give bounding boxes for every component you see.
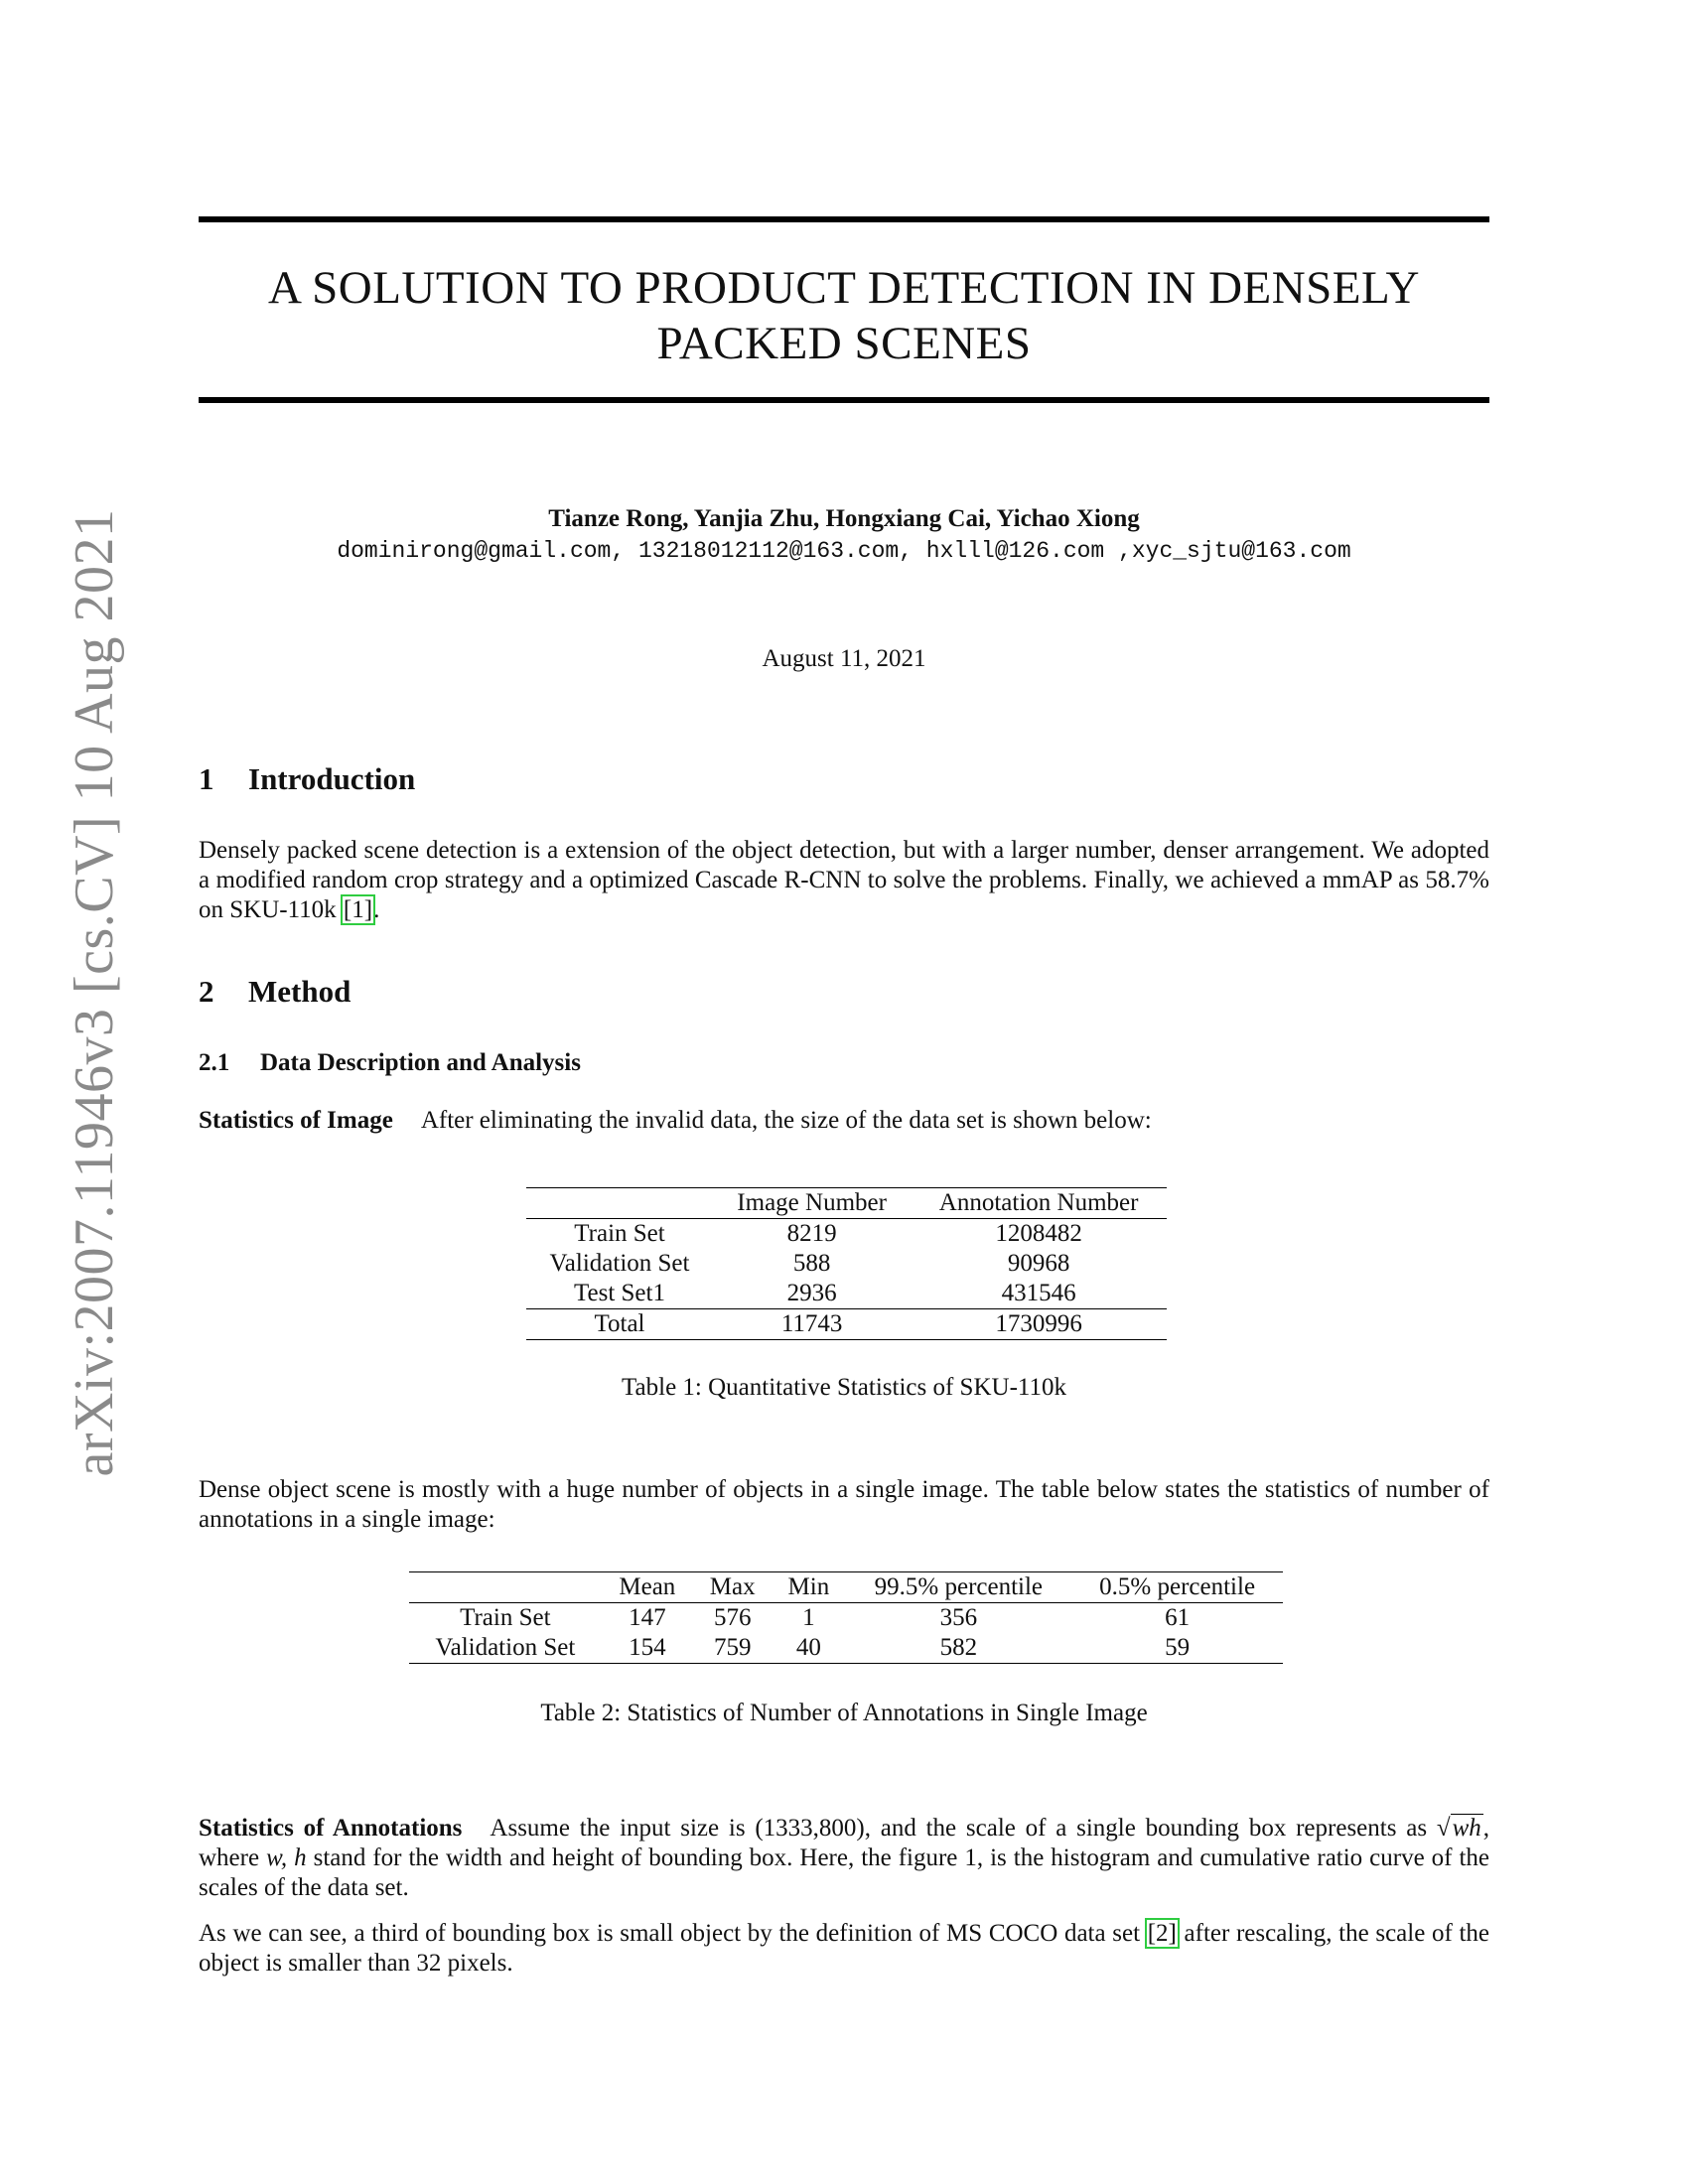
table-cell: 576 xyxy=(713,1604,752,1631)
table-1 xyxy=(526,1187,1167,1340)
section-number: 2 xyxy=(199,974,214,1009)
paragraph-text: As we can see, a third of bounding box is small object by the definition of MS COCO data set xyxy=(199,1920,1147,1947)
title-line-1: A SOLUTION TO PRODUCT DETECTION IN DENSELY xyxy=(268,262,1420,314)
table-header-cell xyxy=(526,1188,713,1219)
subsection-data-description xyxy=(199,1049,581,1077)
table-cell: Train Set xyxy=(460,1604,551,1631)
paragraph-heading: Statistics of Annotations xyxy=(199,1815,463,1842)
table-cell: 1208482 xyxy=(995,1220,1082,1247)
table-header-cell: 99.5% percentile xyxy=(874,1573,1044,1600)
dense-scene-paragraph: Dense object scene is mostly with a huge number of objects in a single image. The table below states the statistics of number of annotations in a single image: xyxy=(199,1476,1489,1533)
math-variables: w, h xyxy=(266,1844,307,1871)
section-number: 1 xyxy=(199,761,214,796)
table-cell: 61 xyxy=(1165,1604,1191,1631)
table-row xyxy=(526,1219,1167,1250)
section-title: Introduction xyxy=(248,761,416,796)
table-cell: 588 xyxy=(792,1250,831,1277)
section-method xyxy=(199,974,351,1010)
table-header-row xyxy=(409,1572,1283,1603)
table-total-row xyxy=(526,1309,1167,1340)
subsection-title: Data Description and Analysis xyxy=(260,1049,581,1076)
table-cell: 90968 xyxy=(1007,1250,1070,1277)
table-header-cell: Mean xyxy=(619,1573,676,1600)
table-header-cell: Image Number xyxy=(737,1189,887,1216)
paper-title xyxy=(199,260,1489,371)
table-cell: Validation Set xyxy=(435,1634,576,1661)
paragraph-text: after rescaling, the scale of the object is smaller than 32 pixels. xyxy=(199,1920,1490,1977)
table-cell: Train Set xyxy=(574,1220,665,1247)
table-header-cell: Annotation Number xyxy=(938,1189,1139,1216)
table-cell: 59 xyxy=(1165,1634,1191,1661)
table-row xyxy=(526,1249,1167,1279)
table-cell: Validation Set xyxy=(549,1250,690,1277)
table-cell: 431546 xyxy=(1001,1280,1076,1306)
citation-link-2[interactable]: [2] xyxy=(1147,1920,1177,1947)
table-cell: 356 xyxy=(939,1604,978,1631)
authors: Tianze Rong, Yanjia Zhu, Hongxiang Cai, Yichao Xiong xyxy=(548,505,1140,532)
table-header-row xyxy=(526,1188,1167,1219)
table-cell: 8219 xyxy=(786,1220,837,1247)
table-cell: 1 xyxy=(802,1604,815,1631)
table-cell: 154 xyxy=(629,1634,666,1661)
intro-text: Densely packed scene detection is a extension of the object detection, but with a larger number, denser arrangement. We adopted a modified random crop strategy and a optimized Cascade R-CNN to solve the problems. Finally, we achieved a mmAP as 58.7% on SKU-110k xyxy=(199,837,1489,923)
sqrt-radicand: wh xyxy=(1452,1815,1481,1842)
small-object-paragraph xyxy=(199,1919,1489,1979)
table-cell: 11743 xyxy=(780,1310,843,1337)
table-cell: 1730996 xyxy=(995,1310,1082,1337)
paragraph-text: stand for the width and height of bounding box. Here, the figure 1, is the histogram and cumulative ratio curve of the scales of the data set. xyxy=(199,1844,1489,1901)
sqrt-expression xyxy=(1437,1814,1483,1843)
arxiv-stamp: arXiv:2007.11946v3 [cs.CV] 10 Aug 2021 xyxy=(64,508,125,1477)
table-header-cell: Min xyxy=(787,1573,830,1600)
paragraph-heading: Statistics of Image xyxy=(199,1107,393,1134)
table-cell: Total xyxy=(594,1310,645,1337)
paragraph-text: Assume the input size is (1333,800), and the scale of a single bounding box represents as xyxy=(490,1815,1428,1842)
section-title: Method xyxy=(248,974,352,1009)
table-header-cell: 0.5% percentile xyxy=(1099,1573,1256,1600)
table-cell: 40 xyxy=(795,1634,821,1661)
paragraph-text: , where xyxy=(199,1815,1489,1871)
table-cell: 582 xyxy=(939,1634,978,1661)
table-2 xyxy=(409,1571,1283,1664)
title-top-rule xyxy=(199,216,1489,222)
table-cell: 2936 xyxy=(786,1280,837,1306)
paper-date: August 11, 2021 xyxy=(762,645,926,672)
table-cell: 759 xyxy=(713,1634,752,1661)
author-emails: dominirong@gmail.com, 13218012112@163.com, hxlll@126.com ,xyc_sjtu@163.com xyxy=(337,538,1351,564)
paragraph-text: After eliminating the invalid data, the size of the data set is shown below: xyxy=(420,1107,1152,1134)
table-cell: Test Set1 xyxy=(573,1280,665,1306)
section-introduction xyxy=(199,761,415,797)
table-row xyxy=(409,1633,1283,1664)
subsection-number: 2.1 xyxy=(199,1049,230,1076)
title-line-2: PACKED SCENES xyxy=(656,318,1032,369)
citation-link-1[interactable]: [1] xyxy=(343,896,373,923)
table-row xyxy=(526,1279,1167,1309)
title-bottom-rule xyxy=(199,397,1489,403)
intro-paragraph xyxy=(199,836,1489,925)
table-row xyxy=(409,1603,1283,1634)
table-header-cell xyxy=(409,1572,602,1603)
stats-annotations-paragraph xyxy=(199,1814,1489,1903)
table-cell: 147 xyxy=(629,1604,666,1631)
sqrt-symbol: √ xyxy=(1436,1815,1451,1842)
table-1-caption: Table 1: Quantitative Statistics of SKU-110k xyxy=(622,1374,1066,1401)
table-2-caption: Table 2: Statistics of Number of Annotations in Single Image xyxy=(540,1700,1148,1726)
table-header-cell: Max xyxy=(709,1573,756,1600)
intro-text-end: . xyxy=(373,896,380,923)
stats-image-paragraph xyxy=(199,1106,1489,1136)
